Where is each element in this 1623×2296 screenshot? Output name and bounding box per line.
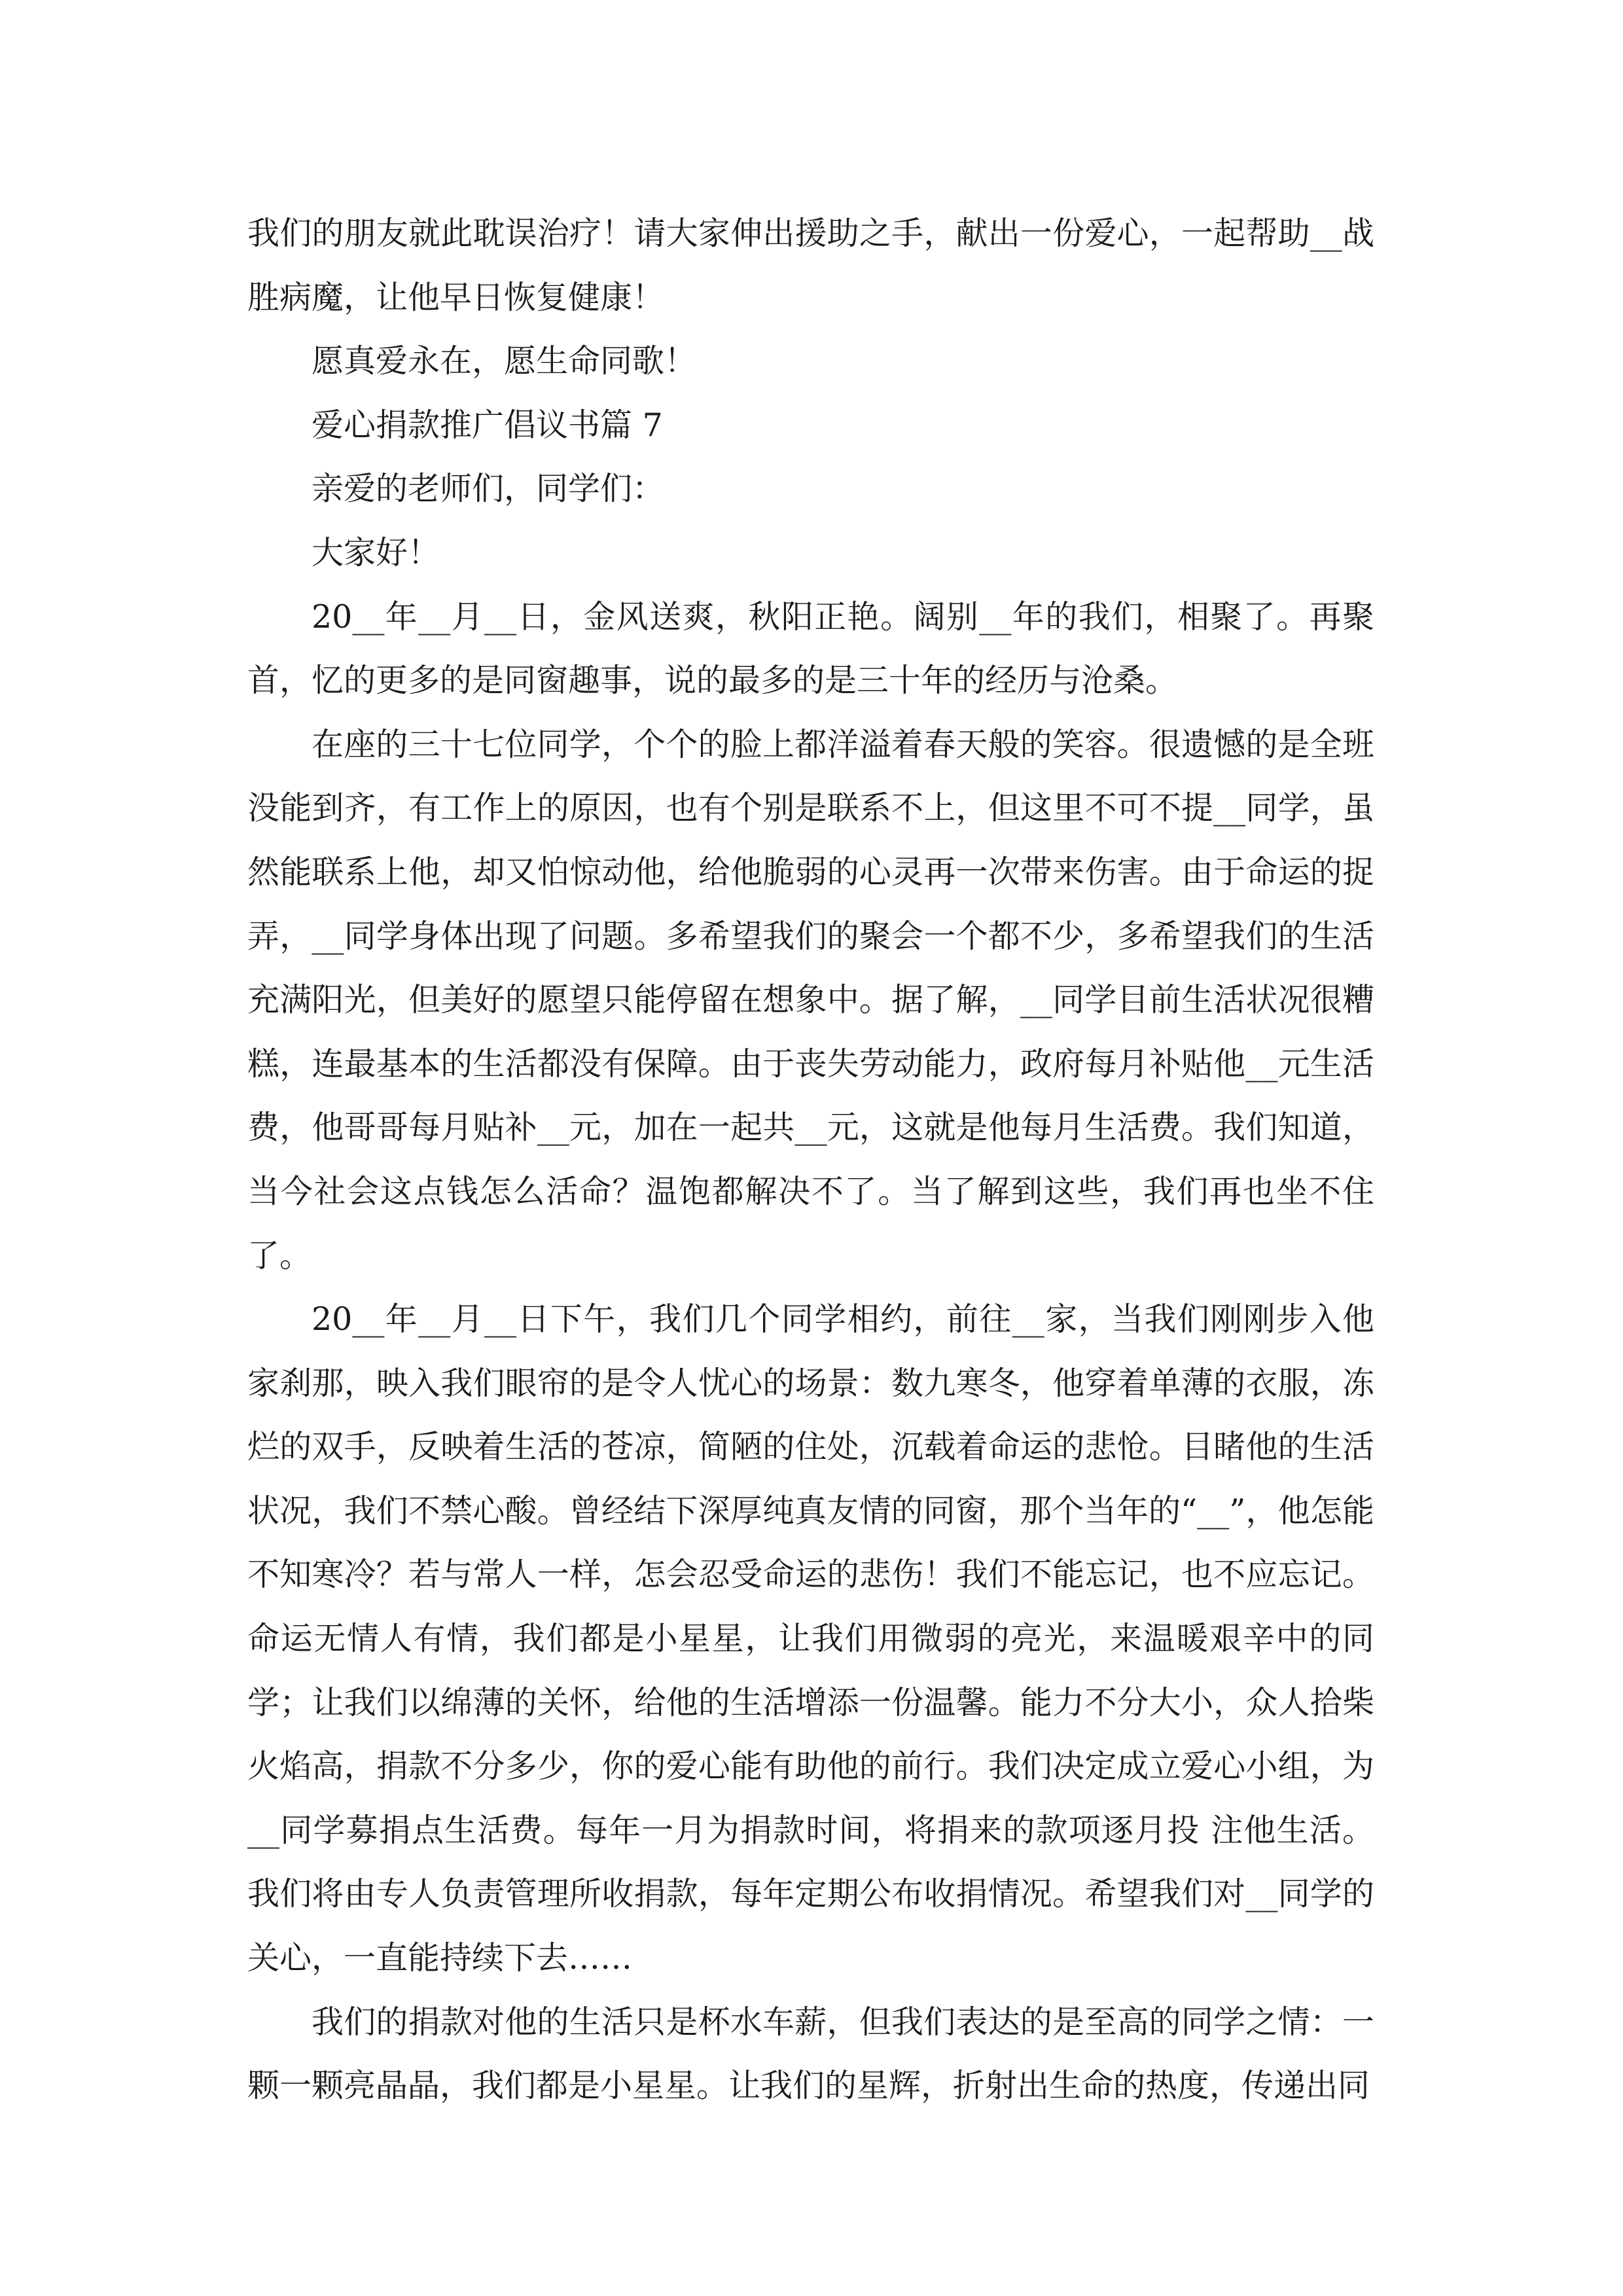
paragraph-wish: 愿真爱永在，愿生命同歌！ (312, 342, 697, 380)
document-body (247, 202, 1374, 2118)
paragraph-continuation: 我们的朋友就此耽误治疗！请大家伸出援助之手，献出一份爱心，一起帮助__战胜病魔，让他早日恢复健康！ (247, 215, 1374, 316)
greeting: 大家好！ (312, 533, 440, 571)
salutation: 亲爱的老师们，同学们： (312, 470, 665, 508)
paragraph-classmate-situation: 在座的三十七位同学，个个的脸上都洋溢着春天般的笑容。很遗憾的是全班没能到齐，有工作上的原因，也有个别是联系不上，但这里不可不提__同学，虽然能联系上他，却又怕惊动他，给他脆弱的心灵再一次带来伤害。由于命运的捉弄，__同学身体出现了问题。多希望我们的聚会一个都不少，多希望我们的生活充满阳光，但美好的愿望只能停留在想象中。据了解，__同学目前生活状况很糟糕，连最基本的生活都没有保障。由于丧失劳动能力，政府每月补贴他__元生活费，他哥哥每月贴补__元，加在一起共__元，这就是他每月生活费。我们知道，当今社会这点钱怎么活命？温饱都解决不了。当了解到这些，我们再也坐不住了。 (247, 725, 1374, 1274)
section-title: 爱心捐款推广倡议书篇 7 (312, 406, 663, 444)
paragraph-donation-meaning: 我们的捐款对他的生活只是杯水车薪，但我们表达的是至高的同学之情：一颗一颗亮晶晶，我们都是小星星。让我们的星辉，折射出生命的热度，传递出同 (247, 2003, 1374, 2105)
paragraph-visit: 20__年__月__日下午，我们几个同学相约，前往__家，当我们刚刚步入他家刹那，映入我们眼帘的是令人忧心的场景：数九寒冬，他穿着单薄的衣服，冻烂的双手，反映着生活的苍凉，简陋的住处，沉载着命运的悲怆。目睹他的生活状况，我们不禁心酸。曾经结下深厚纯真友情的同窗，那个当年的“__”，他怎能不知寒冷？若与常人一样，怎会忍受命运的悲伤！我们不能忘记，也不应忘记。命运无情人有情，我们都是小星星，让我们用微弱的亮光，来温暖艰辛中的同学；让我们以绵薄的关怀，给他的生活增添一份温馨。能力不分大小，众人拾柴火焰高，捐款不分多少，你的爱心能有助他的前行。我们决定成立爱心小组，为__同学募捐点生活费。每年一月为捐款时间，将捐来的款项逐月投 注他生活。我们将由专人负责管理所收捐款，每年定期公布收捐情况。希望我们对__同学的关心，一直能持续下去…… (247, 1300, 1374, 1977)
paragraph-reunion: 20__年__月__日，金风送爽，秋阳正艳。阔别__年的我们，相聚了。再聚首，忆的更多的是同窗趣事，说的最多的是三十年的经历与沧桑。 (247, 598, 1374, 700)
